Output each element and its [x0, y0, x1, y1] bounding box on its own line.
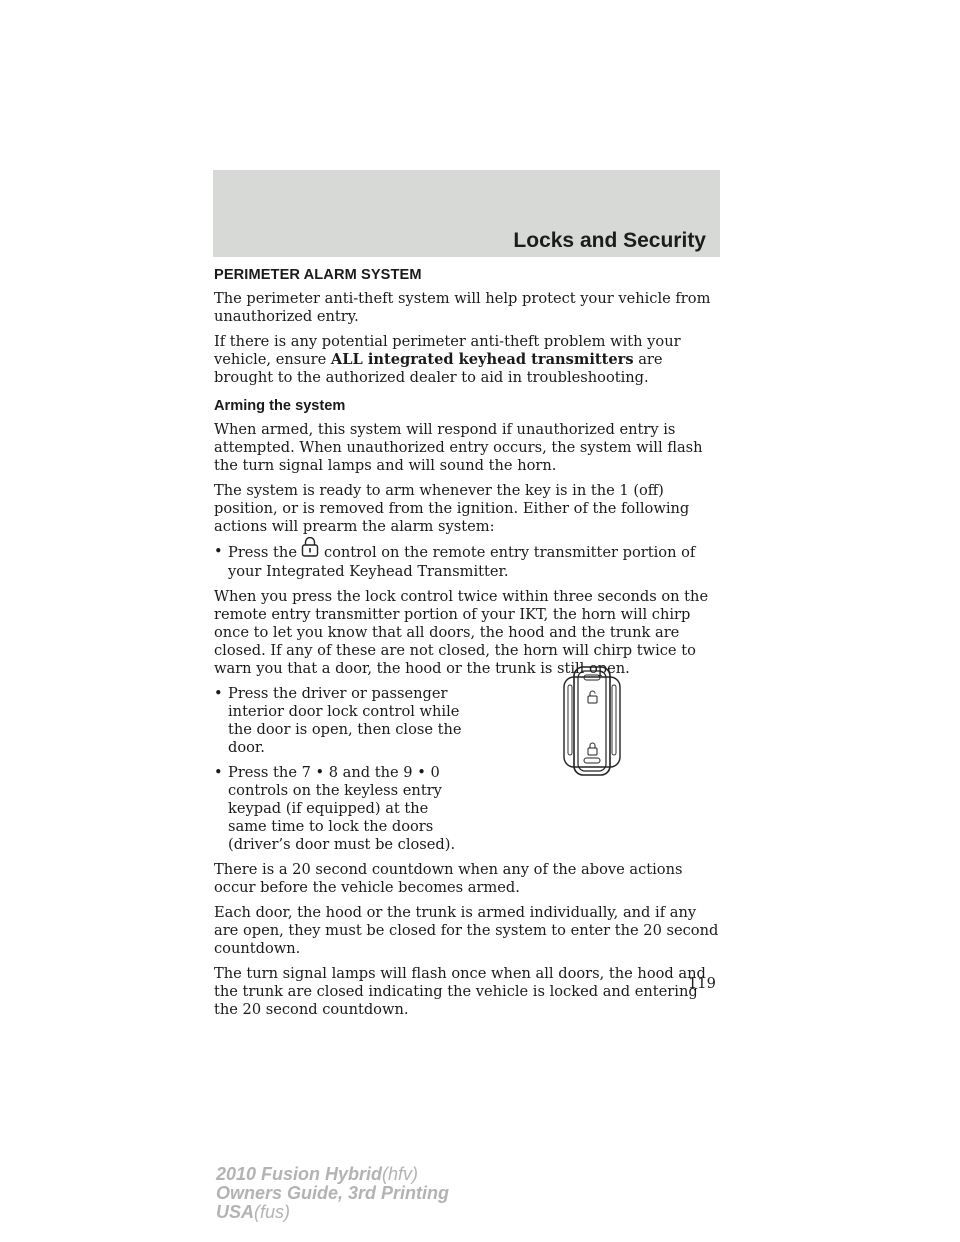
intro-paragraph: The perimeter anti-theft system will help protect your vehicle from unauthorized entry. [214, 290, 711, 325]
bullet-2-text: Press the driver or passenger interior door lock control while the door is open, then close the door. [228, 685, 462, 756]
arming-paragraph-3: When you press the lock control twice within three seconds on the remote entry transmitter portion of your IKT, the horn will chirp once to let you know that all doors, the hood and the trunk are closed. If any of these are not closed, the horn will chirp twice to warn you that a door, the hood or the trunk is still open. [214, 588, 709, 677]
page-content [214, 266, 724, 1026]
arming-heading: Arming the system [214, 398, 346, 414]
door-lock-switch-illustration [560, 665, 624, 777]
trouble-bold: ALL integrated keyhead transmitters [330, 351, 634, 368]
footer-imprint [216, 1165, 449, 1222]
arming-paragraph-6: The turn signal lamps will flash once when all doors, the hood and the trunk are closed indicating the vehicle is locked and entering the 20 second countdown. [214, 965, 706, 1018]
footer-model-code: (hfv) [382, 1164, 419, 1184]
trouble-suffix: are brought to the authorized dealer to aid in troubleshooting. [214, 351, 663, 386]
arming-paragraph-5: Each door, the hood or the trunk is armed individually, and if any are open, they must be closed for the system to enter the 20 second countdown. [214, 904, 719, 957]
footer-line-3 [216, 1203, 449, 1222]
arming-paragraph-4: There is a 20 second countdown when any of the above actions occur before the vehicle becomes armed. [214, 861, 683, 896]
bullet-door-lock [214, 685, 468, 757]
footer-line-2: Owners Guide, 3rd Printing [216, 1183, 450, 1203]
header-banner [213, 170, 720, 257]
bullet-dot: • [214, 764, 223, 781]
unlock-icon [587, 689, 598, 703]
bullet-keypad [214, 764, 468, 854]
bullet-1-suffix: control on the remote entry transmitter portion of your Integrated Keyhead Transmitter. [228, 544, 696, 580]
bullet-press-lock [214, 543, 724, 581]
lock-icon [301, 537, 319, 557]
footer-market: USA [216, 1202, 255, 1222]
footer-market-code: (fus) [254, 1202, 291, 1222]
footer-line-1 [216, 1165, 449, 1184]
bullet-dot: • [214, 685, 223, 702]
trouble-prefix: If there is any potential perimeter anti-theft problem with your vehicle, ensure [214, 333, 681, 368]
arming-paragraph-1: When armed, this system will respond if unauthorized entry is attempted. When unauthorized entry occurs, the system will flash the turn signal lamps and will sound the horn. [214, 421, 703, 474]
bullet-dot: • [214, 543, 223, 560]
page-number: 119 [688, 975, 716, 992]
bullet-3-text: Press the 7 • 8 and the 9 • 0 controls on the keyless entry keypad (if equipped) at the same time to lock the doors (driver’s door must be closed). [228, 764, 456, 853]
lock-icon [587, 741, 598, 755]
section-heading: PERIMETER ALARM SYSTEM [214, 267, 422, 283]
arming-paragraph-2: The system is ready to arm whenever the key is in the 1 (off) position, or is removed from the ignition. Either of the following actions will prearm the alarm system: [214, 482, 690, 535]
bullet-1-prefix: Press the [228, 544, 297, 561]
footer-model: 2010 Fusion Hybrid [216, 1164, 383, 1184]
troubleshooting-paragraph [214, 333, 724, 387]
header-title: Locks and Security [513, 229, 706, 252]
